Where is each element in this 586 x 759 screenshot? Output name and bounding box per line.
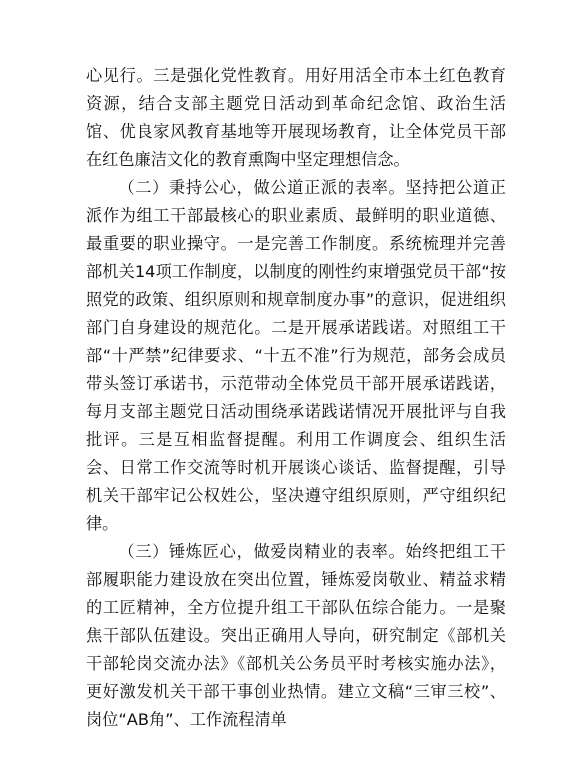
paragraph-3: （三）锤炼匠心，做爱岗精业的表率。始终把组工干部履职能力建设放在突出位置，锤炼爱岗敬业、精益求精的工匠精神，全方位提升组工干部队伍综合能力。一是聚焦干部队伍建设。突出正确用人导向，研究制定《部机关干部轮岗交流办法》《部机关公务员平时考核实施办法》，更好激发机关干部干事创业热情。建立文稿“三审三校”、岗位“AB角”、工作流程清单: [86, 542, 506, 729]
document-body: [86, 62, 506, 734]
paragraph-2: （二）秉持公心，做公道正派的表率。坚持把公道正派作为组工干部最核心的职业素质、最鲜明的职业道德、最重要的职业操守。一是完善工作制度。系统梳理并完善部机关14项工作制度，以制度的刚性约束增强党员干部“按照党的政策、组织原则和规章制度办事”的意识，促进组织部门自身建设的规范化。二是开展承诺践诺。对照组工干部“十严禁”纪律要求、“十五不准”行为规范，部务会成员带头签订承诺书，示范带动全体党员干部开展承诺践诺，每月支部主题党日活动围绕承诺践诺情况开展批评与自我批评。三是互相监督提醒。利用工作调度会、组织生活会、日常工作交流等时机开展谈心谈话、监督提醒，引导机关干部牢记公权姓公，坚决遵守组织原则，严守组织纪律。: [86, 178, 506, 533]
paragraph-1: 心见行。三是强化党性教育。用好用活全市本土红色教育资源，结合支部主题党日活动到革命纪念馆、政治生活馆、优良家风教育基地等开展现场教育，让全体党员干部在红色廉洁文化的教育熏陶中坚定理想信念。: [86, 66, 506, 169]
